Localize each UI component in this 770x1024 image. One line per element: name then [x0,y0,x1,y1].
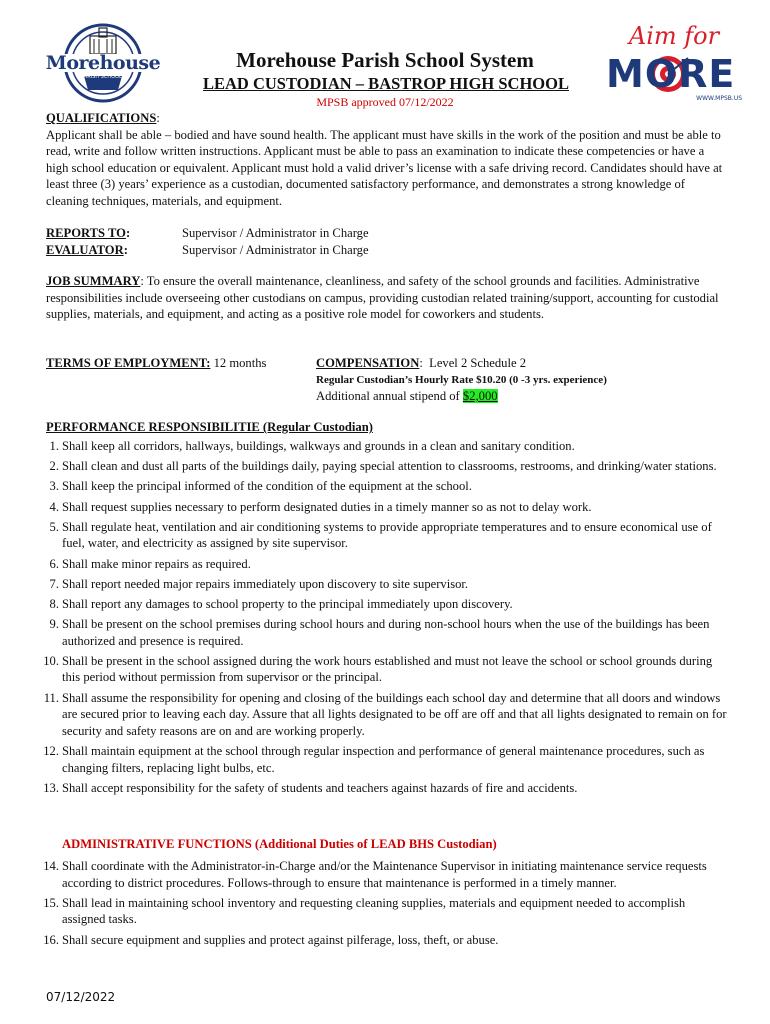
terms-value: 12 months [213,356,267,370]
reporting-section: REPORTS TO: Supervisor / Administrator in Charge EVALUATOR: Supervisor / Administrator in Charge [46,226,369,257]
stipend-prefix: Additional annual stipend of [316,389,463,404]
terms-section [46,355,346,372]
morehouse-logo [44,22,162,104]
logo-left-subtext: PARISH SCHOOLS [81,74,125,80]
list-item [46,438,730,455]
list-item-text: Shall maintain equipment at the school through regular inspection and performance of general maintenance procedures, such as changing filters, replacing light bulbs, etc. [62,744,705,775]
evaluator-value: Supervisor / Administrator in Charge [182,242,369,257]
list-item [46,616,730,649]
list-item-text: Shall be present in the school assigned during the work hours established and must not leave the school or school grounds during this period without permission from supervisor or the principal. [62,653,713,685]
list-item [43,653,730,686]
compensation-rate: Regular Custodian’s Hourly Rate $10.20 (0 -3 yrs. experience) [316,373,607,386]
list-item-text: Shall lead in maintaining school inventory and requesting cleaning supplies, materials and equipment needed to accomplish assigned tasks. [62,895,686,927]
list-item [43,780,730,797]
list-item [43,895,730,928]
list-item-text: Shall coordinate with the Administrator-in-Charge and/or the Maintenance Supervisor in initiating maintenance service requests according to district procedures. Follows-through to ensure that maintenance is performed in a timely manner. [62,859,707,890]
list-item-number: 9. [49,617,59,632]
list-item-number: 13. [43,780,59,795]
list-item-text: Shall request supplies necessary to perform designated duties in a timely manner so as not to delay work. [62,499,592,514]
qualifications-label: QUALIFICATIONS [46,111,157,125]
list-item [43,858,730,891]
stipend-amount: $2,000 [462,389,498,404]
list-item-number: 6. [49,556,59,571]
performance-heading: PERFORMANCE RESPONSIBILITIE (Regular Custodian) [46,420,373,434]
qualifications-text: Applicant shall be able – bodied and have sound health. The applicant must have skills in the work of the position and must be able to read, write and follow written instructions. Applicant must be able to pass an examination to indicate these competencies or have a high school education or equivalent. Applicant must hold a valid driver’s license with a safe driving record. Candidates should have at least three (3) years’ experience as a custodian, documented satisfactory performance, and demonstrates a strong knowledge of cleaning techniques, materials, and equipment. [46,127,723,208]
list-item-number: 11. [43,690,59,705]
performance-list [43,438,730,800]
list-item-text: Shall keep all corridors, hallways, buildings, walkways and grounds in a clean and sanitary condition. [62,439,575,453]
list-item [46,519,730,552]
list-item-text: Shall make minor repairs as required. [62,556,251,571]
list-item [46,478,730,495]
list-item-text: Shall report needed major repairs immediately upon discovery to site supervisor. [62,576,469,591]
logo-right-aim-text: Aim for [628,22,720,50]
list-item [46,556,730,573]
list-item-number: 10. [43,653,59,668]
footer-date: 07/12/2022 [46,990,116,1004]
administrative-heading: ADMINISTRATIVE FUNCTIONS (Additional Duties of LEAD BHS Custodian) [62,837,497,851]
qualifications-section: QUALIFICATIONS: Applicant shall be able – bodied and have sound health. The applicant must have skills in the work of the position and must be able to read, write and follow written instructions. Applicant must be able to pass an examination to indicate these competencies or have a high school education or equivalent. Applicant must hold a valid driver’s license with a safe driving record. Candidates should have at least three (3) years’ experience as a custodian, documented satisfactory performance, and demonstrates a strong knowledge of cleaning techniques, materials, and equipment. [46,111,723,208]
job-summary-section: JOB SUMMARY: To ensure the overall maintenance, cleanliness, and safety of the school grounds and facilities. Administrative responsibilities include overseeing other custodians on campus, providing custodian related training/support, accounting for custodial supplies, materials, and equipment, and acting as a positive role model for coworkers and students. [46,274,719,322]
logo-right-url: WWW.MPSB.US [696,95,742,102]
list-item-text: Shall regulate heat, ventilation and air conditioning systems to provide appropriate temperatures and to ensure economical use of fuel, water, and electricity as assigned by site supervisor. [62,519,712,551]
list-item-text: Shall assume the responsibility for opening and closing of the buildings each school day and determine that all doors and windows are secured prior to leaving each day. Assure that all lights designated to be off are off and that all lights designated to remain on for security and safety reasons are on and are working properly. [62,690,727,738]
list-item [46,458,730,475]
list-item-text: Shall clean and dust all parts of the buildings daily, paying special attention to classrooms, restrooms, and drinking/water stations. [62,459,717,474]
list-item [46,596,730,613]
page-subtitle: LEAD CUSTODIAN – BASTROP HIGH SCHOOL [203,74,569,93]
job-summary-label: JOB SUMMARY [46,274,141,288]
logo-right-more-text: MORE [606,52,736,96]
approval-note: MPSB approved 07/12/2022 [316,95,454,109]
compensation-section: COMPENSATION: Level 2 Schedule 2 Regular Custodian’s Hourly Rate $10.20 (0 -3 yrs. experience) Additional annual stipend of $2,000 [316,355,736,405]
logo-left-wordmark: Morehouse [45,52,161,74]
list-item-number: 3. [49,479,59,494]
compensation-value: Level 2 Schedule 2 [429,356,526,370]
list-item-text: Shall report any damages to school property to the principal immediately upon discovery. [62,596,513,611]
list-item-number: 1. [49,439,59,453]
list-item [43,743,730,776]
aim-for-more-logo [606,22,742,104]
list-item-text: Shall be present on the school premises during school hours and during non-school hours when the use of the buildings has been authorized and presence is required. [62,617,710,648]
reports-to-value: Supervisor / Administrator in Charge [182,226,369,240]
list-item-text: Shall keep the principal informed of the condition of the equipment at the school. [62,479,472,494]
evaluator-label: EVALUATOR [46,242,124,257]
page-title: Morehouse Parish School System [236,48,534,72]
list-item-number: 16. [43,932,59,947]
list-item-number: 7. [49,576,59,591]
list-item [46,576,730,593]
list-item-text: Shall accept responsibility for the safety of students and teachers against hazards of fire and accidents. [62,780,578,795]
reports-to-label: REPORTS TO [46,226,126,240]
list-item-text: Shall secure equipment and supplies and protect against pilferage, loss, theft, or abuse. [62,932,499,947]
list-item-number: 5. [49,519,59,534]
job-summary-text: To ensure the overall maintenance, cleanliness, and safety of the school grounds and facilities. Administrative responsibilities include overseeing other custodians on campus, providing custodian related training/support, accounting for custodial supplies, materials, and equipment, and acting as a positive role model for coworkers and students. [46,274,719,322]
list-item-number: 12. [43,744,59,759]
administrative-list [43,858,730,952]
terms-label: TERMS OF EMPLOYMENT: [46,356,211,370]
list-item-number: 14. [43,859,59,873]
list-item [43,690,730,740]
compensation-label: COMPENSATION [316,356,420,370]
list-item-number: 15. [43,895,59,910]
list-item [43,932,730,949]
list-item [46,499,730,516]
list-item-number: 8. [49,596,59,611]
list-item-number: 4. [49,499,59,514]
list-item-number: 2. [49,459,59,474]
